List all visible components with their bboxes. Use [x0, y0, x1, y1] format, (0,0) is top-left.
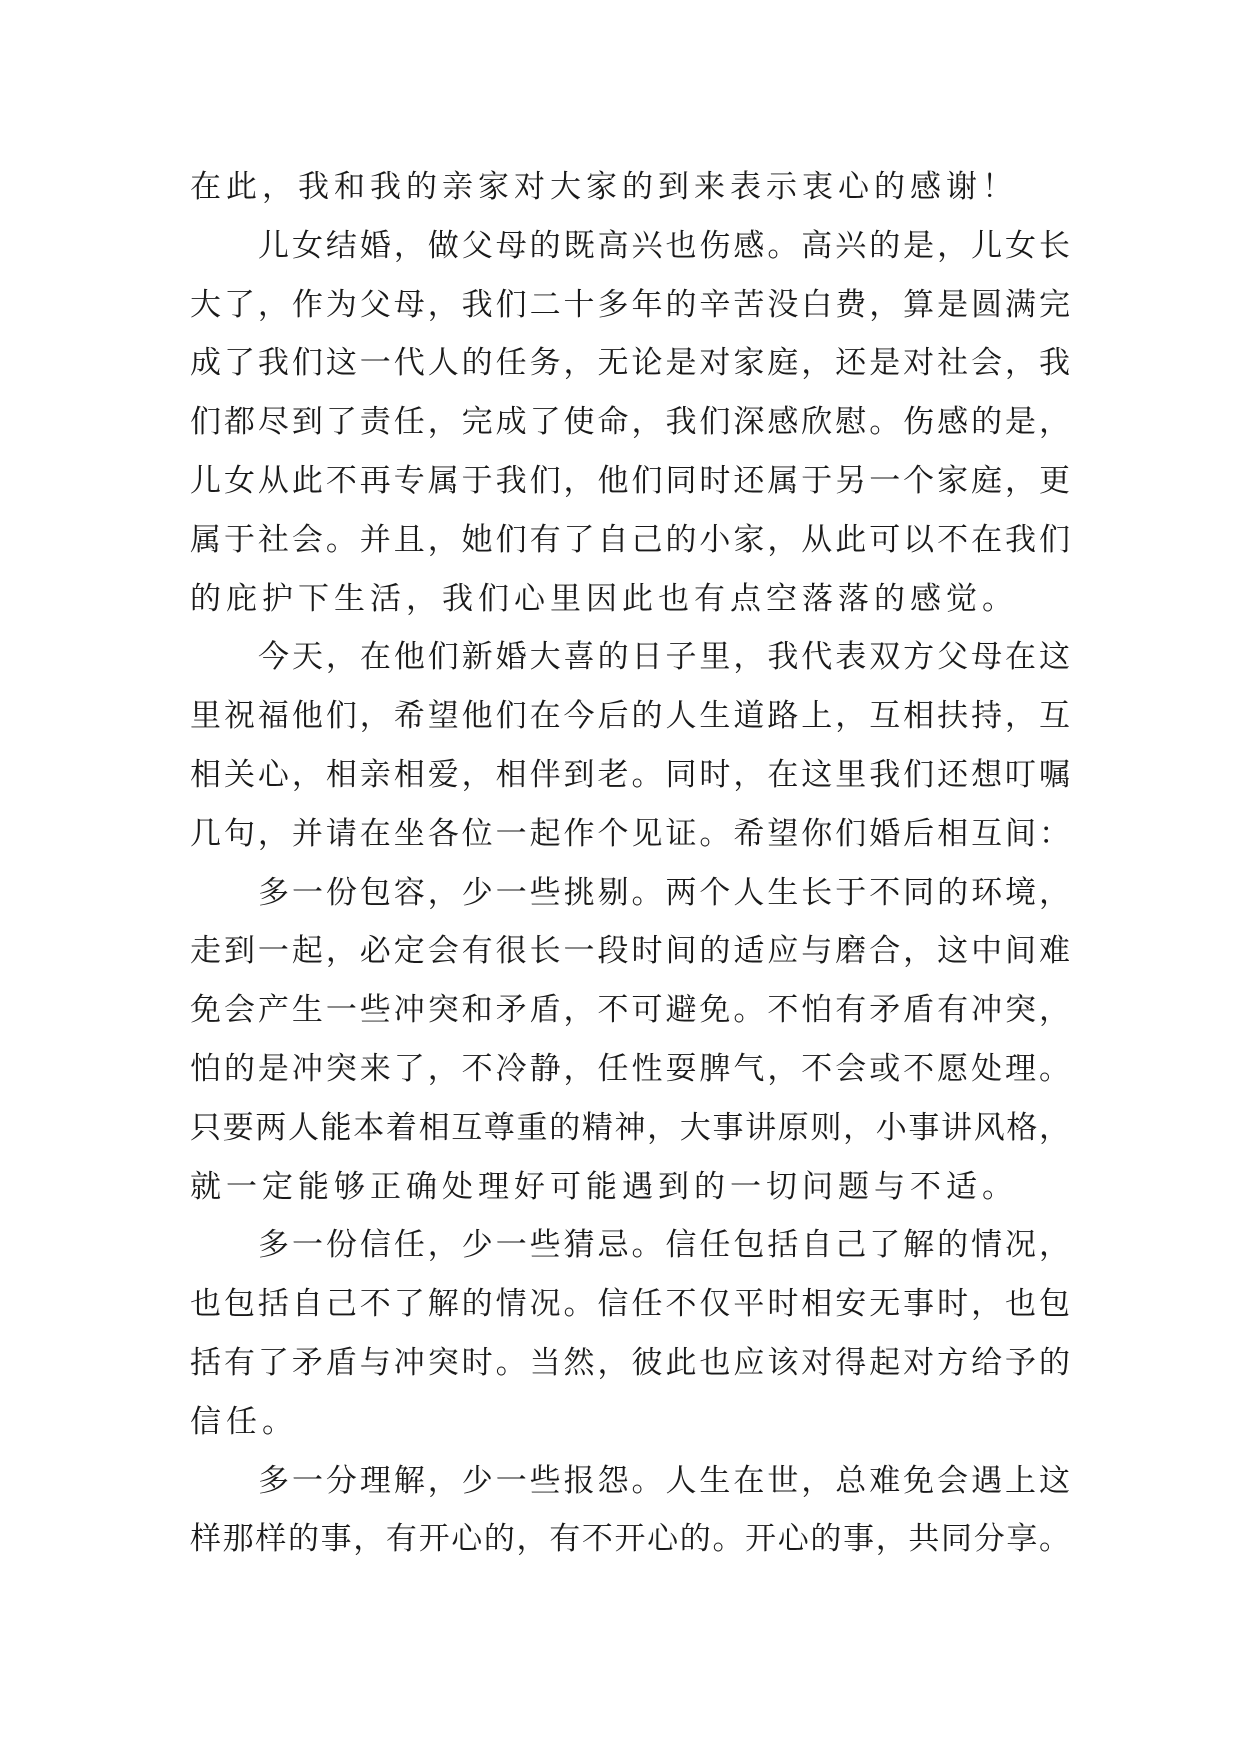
text-line: 今天，在他们新婚大喜的日子里，我代表双方父母在这	[258, 639, 1070, 676]
text-line: 只要两人能本着相互尊重的精神，大事讲原则，小事讲风格，	[190, 1109, 1070, 1146]
text-line: 括有了矛盾与冲突时。当然，彼此也应该对得起对方给予的	[190, 1344, 1070, 1381]
text-line: 信任。	[190, 1403, 298, 1440]
text-line: 多一份包容，少一些挑剔。两个人生长于不同的环境，	[258, 874, 1070, 911]
text-line: 相关心，相亲相爱，相伴到老。同时，在这里我们还想叮嘱	[190, 756, 1070, 793]
text-line: 走到一起，必定会有很长一段时间的适应与磨合，这中间难	[190, 933, 1070, 970]
text-line: 怕的是冲突来了，不冷静，任性耍脾气，不会或不愿处理。	[190, 1050, 1070, 1087]
text-line: 几句，并请在坐各位一起作个见证。希望你们婚后相互间：	[190, 815, 1070, 852]
text-line: 大了，作为父母，我们二十多年的辛苦没白费，算是圆满完	[190, 286, 1070, 323]
text-line: 们都尽到了责任，完成了使命，我们深感欣慰。伤感的是，	[190, 404, 1070, 441]
text-line: 属于社会。并且，她们有了自己的小家，从此可以不在我们	[190, 521, 1070, 558]
text-line: 样那样的事，有开心的，有不开心的。开心的事，共同分享。	[190, 1521, 1070, 1558]
text-line: 的庇护下生活，我们心里因此也有点空落落的感觉。	[190, 580, 1018, 617]
text-line: 也包括自己不了解的情况。信任不仅平时相安无事时，也包	[190, 1286, 1070, 1323]
text-line: 儿女从此不再专属于我们，他们同时还属于另一个家庭，更	[190, 462, 1070, 499]
body-text	[190, 158, 1070, 1569]
text-line: 在此，我和我的亲家对大家的到来表示衷心的感谢！	[190, 169, 1018, 205]
text-line: 免会产生一些冲突和矛盾，不可避免。不怕有矛盾有冲突，	[190, 992, 1070, 1029]
text-line: 里祝福他们，希望他们在今后的人生道路上，互相扶持，互	[190, 698, 1070, 735]
text-line: 就一定能够正确处理好可能遇到的一切问题与不适。	[190, 1168, 1018, 1205]
text-line: 多一份信任，少一些猜忌。信任包括自己了解的情况，	[258, 1227, 1070, 1264]
text-line: 儿女结婚，做父母的既高兴也伤感。高兴的是，儿女长	[258, 227, 1070, 264]
text-line: 成了我们这一代人的任务，无论是对家庭，还是对社会，我	[190, 345, 1070, 382]
text-line: 多一分理解，少一些报怨。人生在世，总难免会遇上这	[258, 1462, 1070, 1499]
